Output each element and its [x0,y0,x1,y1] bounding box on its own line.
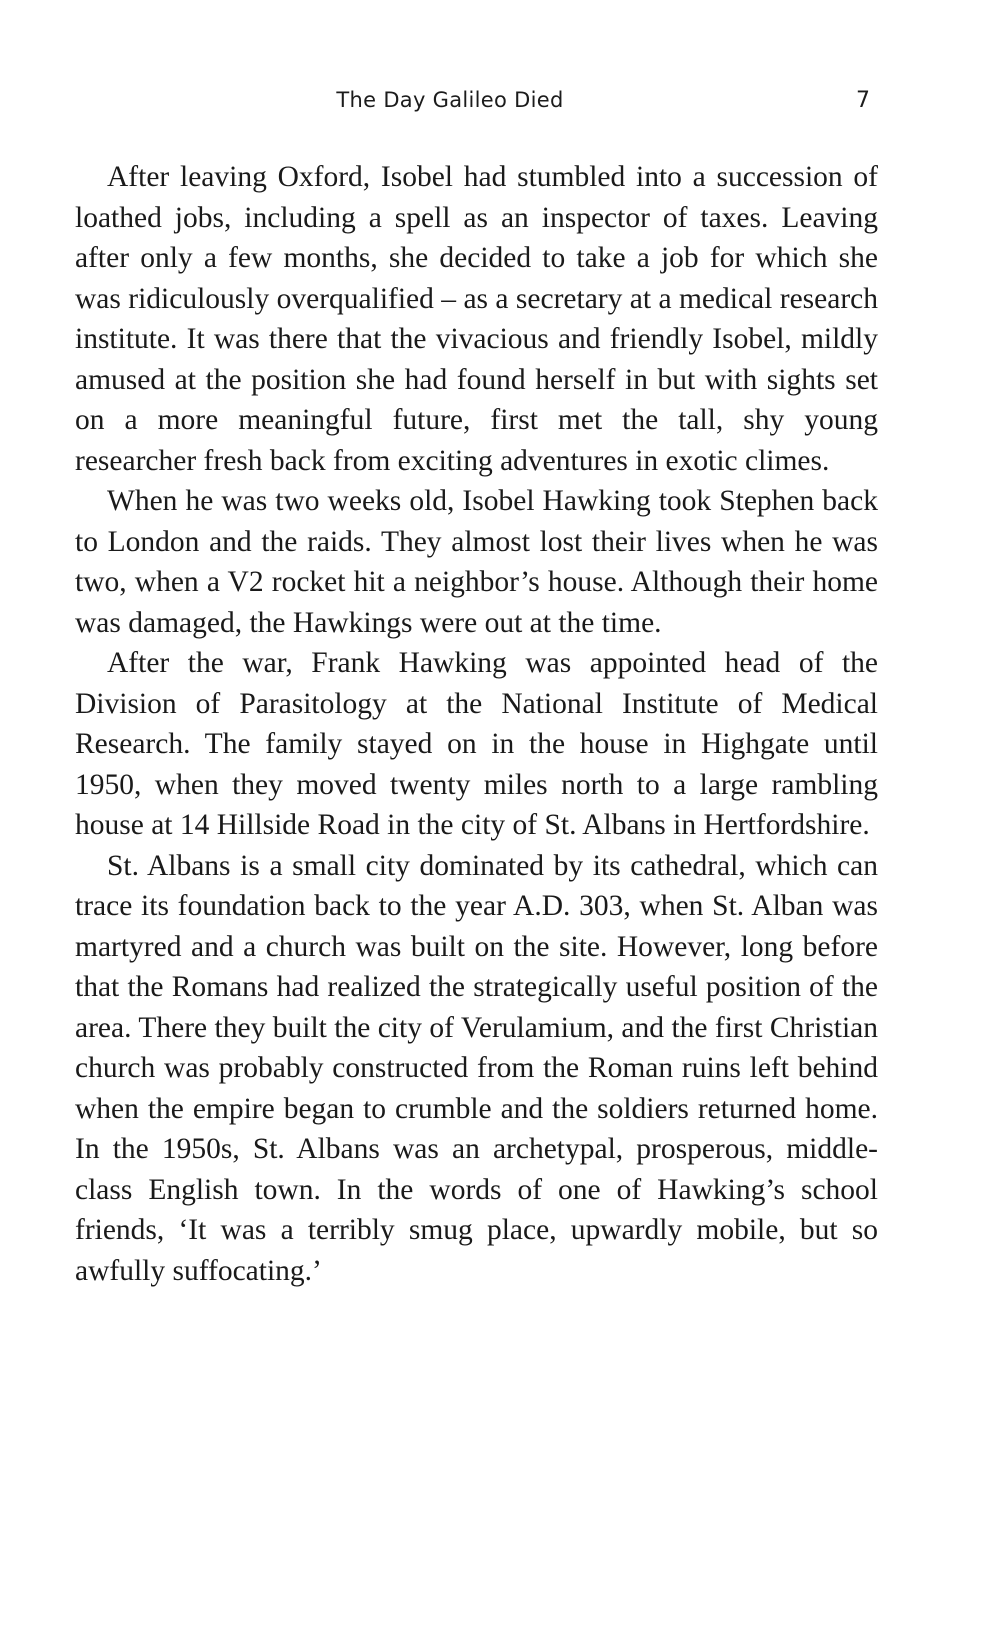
page-number: 7 [856,88,870,113]
paragraph: St. Albans is a small city dominated by its cathedral, which can trace its foundation back to the year A.D. 303, when St. Alban was martyred and a church was built on the site. However, long before that the Romans had realized the strategically useful position of the area. There they built the city of Verulamium, and the first Christian church was probably constructed from the Roman ruins left behind when the empire began to crumble and the soldiers returned home. In the 1950s, St. Albans was an archetypal, prosperous, middle-class English town. In the words of one of Hawking’s school friends, ‘It was a terribly smug place, upwardly mobile, but so awfully suffocating.’ [75,849,878,1287]
paragraph: After leaving Oxford, Isobel had stumbled into a succession of loathed jobs, including a spell as an inspector of taxes. Leaving after only a few months, she decided to take a job for which she was ridiculously overqualified – as a secretary at a medical research institute. It was there that the vivacious and friendly Isobel, mildly amused at the position she had found herself in but with sights set on a more meaningful future, first met the tall, shy young researcher fresh back from exciting adventures in exotic climes. [75,161,878,477]
running-head [0,88,1000,118]
body-text [75,157,878,1291]
paragraph: After the war, Frank Hawking was appointed head of the Division of Parasitology at the National Institute of Medical Research. The family stayed on in the house in Highgate until 1950, when they moved twenty miles north to a large rambling house at 14 Hillside Road in the city of St. Albans in Hertfordshire. [75,647,878,841]
running-title: The Day Galileo Died [336,88,564,112]
paragraph: When he was two weeks old, Isobel Hawking took Stephen back to London and the raids. They almost lost their lives when he was two, when a V2 rocket hit a neighbor’s house. Although their home was damaged, the Hawkings were out at the time. [75,485,878,639]
